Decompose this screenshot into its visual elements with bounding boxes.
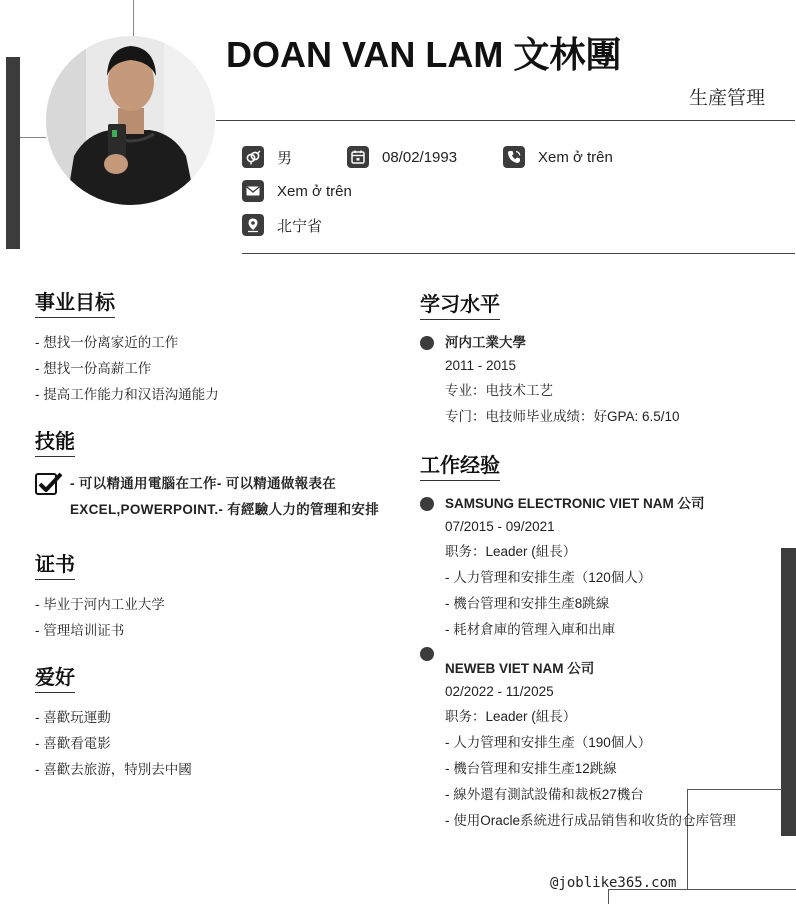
job-detail: 职务：Leader (組長）: [445, 544, 577, 559]
contact-gender: [242, 146, 292, 168]
contact-birthday: [347, 146, 457, 168]
calendar-icon: [347, 146, 369, 168]
job-detail: - 機台管理和安排生產12跳線: [445, 761, 617, 776]
job-period: 02/2022 - 11/2025: [445, 684, 554, 699]
certificate-item: - 毕业于河内工业大学: [35, 597, 165, 612]
timeline-bullet: [420, 647, 434, 661]
job-detail: 职务：Leader (組長）: [445, 709, 577, 724]
job-detail: - 機台管理和安排生產8跳線: [445, 596, 610, 611]
job-detail: - 線外還有測試設備和裁板27機台: [445, 787, 644, 802]
decorative-bar-left: [6, 57, 20, 249]
job-detail: - 耗材倉庫的管理入庫和出庫: [445, 622, 616, 637]
email-value: Xem ở trên: [277, 182, 352, 200]
company-name: NEWEB VIET NAM 公司: [445, 661, 595, 676]
contact-email: [242, 180, 352, 202]
gender-icon: [242, 146, 264, 168]
contact-address: [242, 214, 322, 236]
certificate-item: - 管理培训证书: [35, 623, 125, 638]
phone-value: Xem ở trên: [538, 148, 613, 166]
decorative-line-left: [20, 137, 46, 138]
objective-item: - 想找一份离家近的工作: [35, 335, 179, 350]
contact-divider: [242, 253, 795, 254]
checkbox-checked-icon: [35, 472, 63, 496]
certificates-title: 证书: [35, 553, 75, 580]
timeline-bullet: [420, 336, 434, 350]
birthday-value: 08/02/1993: [382, 148, 458, 166]
experience-title: 工作经验: [420, 454, 500, 481]
skills-title: 技能: [35, 430, 75, 457]
job-detail: - 人力管理和安排生產（120個人）: [445, 570, 652, 585]
job-title: 生產管理: [688, 88, 765, 109]
company-name: SAMSUNG ELECTRONIC VIET NAM 公司: [445, 496, 705, 511]
avatar: [46, 36, 215, 205]
objective-item: - 提高工作能力和汉语沟通能力: [35, 387, 219, 402]
envelope-icon: [242, 180, 264, 202]
hobby-item: - 喜歡看電影: [35, 736, 111, 751]
hobby-item: - 喜歡玩運動: [35, 710, 111, 725]
school-name: 河内工業大學: [445, 335, 526, 350]
skills-text: - 可以精通用電腦在工作- 可以精通做報表在EXCEL,POWERPOINT.- 有經驗人力的管理和安排: [70, 476, 380, 517]
education-detail: 专业：电技术工艺: [445, 383, 553, 398]
decorative-line-bottom-vertical: [608, 889, 609, 904]
hobby-item: - 喜歡去旅游，特別去中國: [35, 762, 192, 777]
hobbies-title: 爱好: [35, 666, 75, 693]
education-title: 学习水平: [420, 293, 500, 320]
education-detail: 专门：电技师毕业成绩：好GPA: 6.5/10: [445, 409, 680, 424]
job-detail: - 人力管理和安排生產（190個人）: [445, 735, 652, 750]
contact-phone: [503, 146, 613, 168]
timeline-bullet: [420, 497, 434, 511]
job-detail: - 使用Oracle系統进行成品销售和收货的仓库管理: [445, 813, 737, 828]
decorative-frame-bottom-right: [687, 789, 782, 890]
decorative-bar-right: [781, 548, 796, 836]
education-period: 2011 - 2015: [445, 358, 517, 373]
map-pin-icon: [242, 214, 264, 236]
candidate-name: DOAN VAN LAM 文林團: [226, 34, 622, 75]
objective-item: - 想找一份高薪工作: [35, 361, 152, 376]
header-divider: [216, 120, 795, 121]
decorative-line-top: [133, 0, 134, 36]
objective-title: 事业目标: [35, 291, 115, 318]
job-period: 07/2015 - 09/2021: [445, 519, 555, 534]
address-value: 北宁省: [277, 217, 323, 235]
site-watermark: @joblike365.com: [550, 875, 677, 891]
gender-value: 男: [277, 149, 293, 167]
phone-icon: [503, 146, 525, 168]
